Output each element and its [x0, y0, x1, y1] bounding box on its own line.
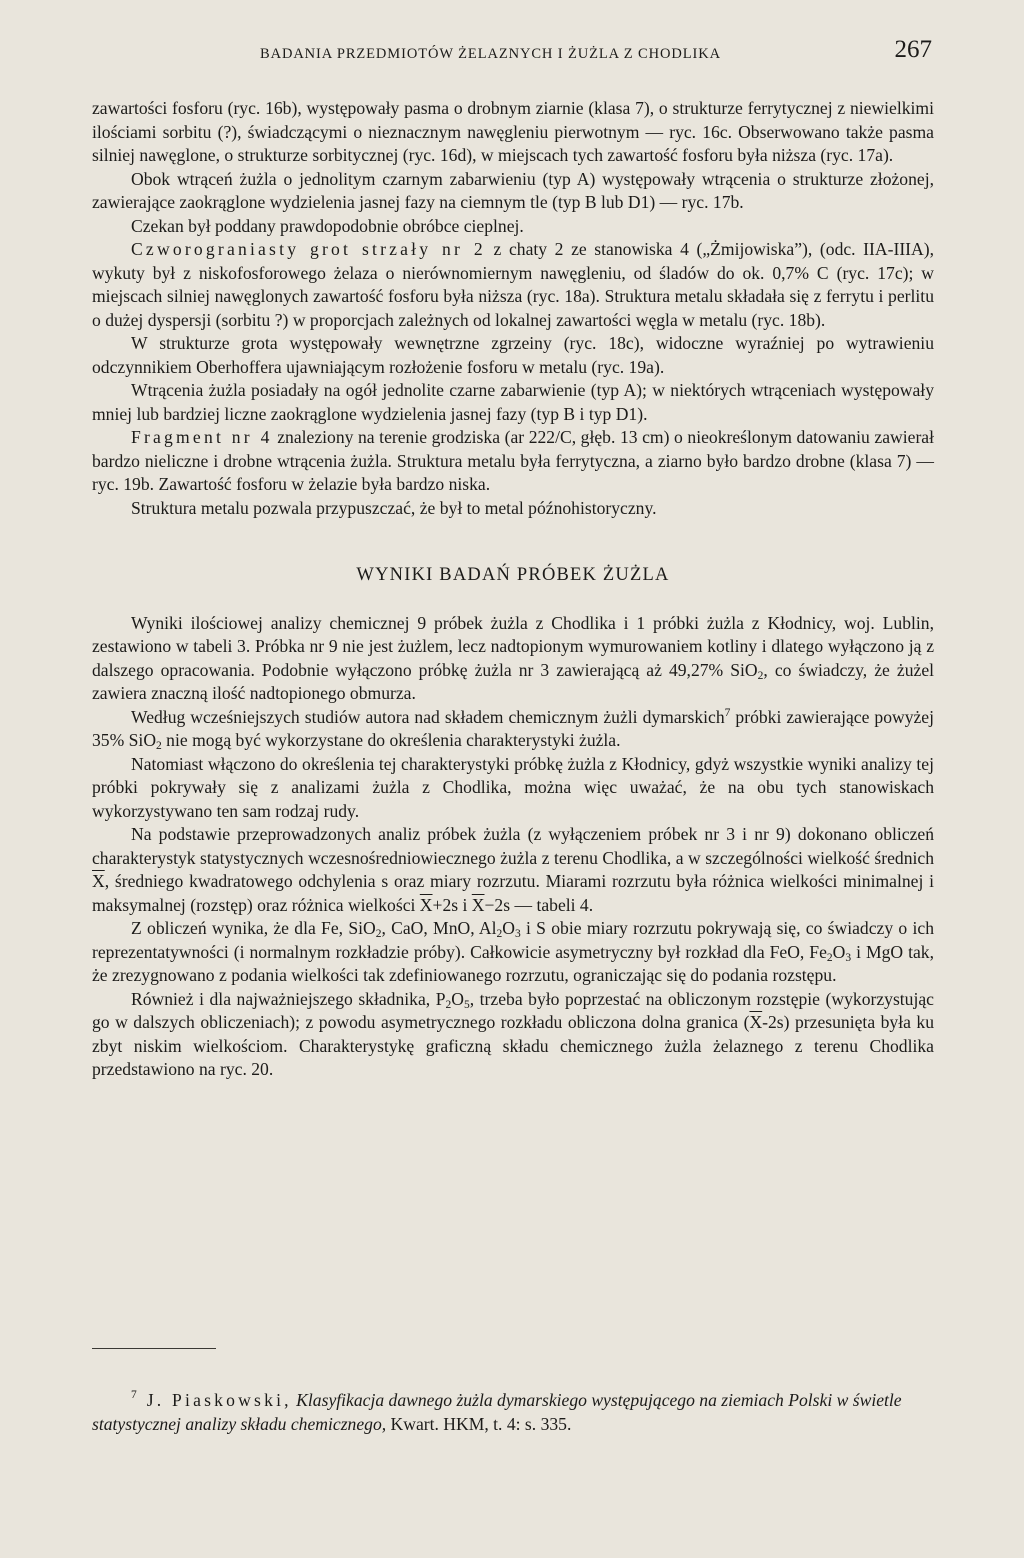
mean-symbol: $\overline{X}$: [92, 871, 105, 891]
subscript: 2: [826, 951, 833, 964]
paragraph-text: znaleziony na terenie grodziska (ar 222/C, głęb. 13 cm) o nieokreślonym datowaniu zawierał bardzo nieliczne i drobne wtrącenia żużla. Struktura metalu była ferrytyczna, a ziarno było bardzo drobne (klasa 7) — ryc. 19b. Zawartość fosforu w żelazie była bardzo niska.: [92, 427, 935, 494]
paragraph: [92, 238, 934, 332]
page-number: 267: [894, 36, 932, 63]
text-run: -2s) przesunięta była ku zbyt niskim wielkościom. Charakterystykę graficzną składu chemicznego żużla żelaznego z terenu Chodlika przedstawiono na ryc. 20.: [92, 1012, 935, 1079]
text-run: próbki zawierające powyżej 35% SiO: [92, 706, 934, 750]
paragraph: W strukturze grota występowały wewnętrzne zgrzeiny (ryc. 18c), widoczne wyraźniej po wytrawieniu odczynnikiem Oberhoffera ujawniającym rozłożenie fosforu w metalu (ryc. 19a).: [92, 333, 934, 377]
footnote-source: Kwart. HKM, t. 4: s. 335.: [386, 1414, 572, 1434]
text-run: , trzeba było poprzestać na obliczonym rozstępie (wykorzystując go w dalszych obliczeniach); z powodu asymetrycznego rozkładu obliczona dolna granica (: [92, 988, 934, 1032]
text-run: , CaO, MnO, Al: [381, 918, 497, 938]
subscript: 2: [757, 669, 764, 682]
running-title: BADANIA PRZEDMIOTÓW ŻELAZNYCH I ŻUŻLA Z CHODLIKA: [260, 46, 721, 62]
paragraph: Natomiast włączono do określenia tej charakterystyki próbkę żużla z Kłodnicy, gdyż wszystkie wyniki analizy tej próbki pokrywały się z analizami żużla z Chodlika, można więc uważać, że na obu tych stanowiskach wykorzystywano ten sam rodzaj rudy.: [92, 753, 934, 821]
subscript: 3: [514, 928, 521, 940]
body-text: [92, 97, 934, 1082]
footnote-title: Klasyfikacja dawnego żużla dymarskiego występującego na ziemiach Polski w świetle statystycznej analizy składu chemicznego,: [92, 1390, 902, 1434]
paragraph: [92, 823, 934, 917]
paragraph: Struktura metalu pozwala przypuszczać, że był to metal późnohistoryczny.: [131, 497, 657, 518]
paragraph: [92, 426, 934, 497]
subscript: 2: [375, 928, 382, 940]
spaced-term: Fragment nr 4: [131, 427, 273, 447]
text-run: , średniego kwadratowego odchylenia s oraz miary rozrzutu. Miarami rozrzutu była różnica wielkości minimalnej i maksymalnej (rozstęp) oraz różnica wielkości: [92, 871, 934, 915]
section-heading: WYNIKI BADAŃ PRÓBEK ŻUŻLA: [356, 565, 670, 585]
footnote: [92, 1388, 934, 1436]
text-run: O: [451, 988, 464, 1009]
subscript: 5: [463, 998, 470, 1011]
paragraph: [92, 706, 934, 753]
text-run: , co świadczy, że żużel zawiera znaczną ilość nadtopionego obmurza.: [92, 659, 935, 703]
mean-symbol: $\overline{X}$: [419, 894, 433, 915]
mean-symbol: $\overline{X}$: [749, 1012, 763, 1032]
text-run: Z obliczeń wynika, że dla Fe, SiO: [131, 918, 376, 938]
page-header: [92, 36, 934, 76]
footnote-mark: 7: [131, 1389, 137, 1401]
paragraph: Obok wtrąceń żużla o jednolitym czarnym zabarwieniu (typ A) występowały wtrącenia o strukturze złożonej, zawierające zaokrąglone wydzielenia jasnej fazy na ciemnym tle (typ B lub D1) — ryc. 17b.: [92, 168, 934, 212]
subscript: 3: [845, 951, 852, 964]
footnote-text: [92, 1388, 934, 1436]
paragraph: [92, 988, 934, 1082]
subscript: 2: [445, 998, 452, 1011]
text-run: Również i dla najważniejszego składnika, P: [131, 988, 446, 1009]
paragraph: Wtrącenia żużla posiadały na ogół jednolite czarne zabarwienie (typ A); w niektórych wtrąceniach występowały mniej lub bardziej liczne zaokrąglone wydzielenia jasnej fazy (typ B i typ D1).: [92, 380, 934, 424]
paragraph: [92, 917, 934, 988]
mean-symbol: $\overline{X}$: [471, 894, 485, 915]
text-run: +2s i: [432, 894, 472, 915]
text-run: Według wcześniejszych studiów autora nad składem chemicznym żużli dymarskich: [131, 706, 725, 727]
text-run: O: [502, 918, 515, 938]
paragraph: zawartości fosforu (ryc. 16b), występowały pasma o drobnym ziarnie (klasa 7), o strukturze ferrytycznej z niewielkimi ilościami sorbitu (?), świadczącymi o nieznacznym nawęgleniu pierwotnym — ryc. 16c. Obserwowano także pasma silniej nawęglone, o strukturze sorbitycznej (ryc. 16d), w miejscach tych zawartość fosforu była niższa (ryc. 17a).: [92, 98, 934, 165]
spaced-term: Czworograniasty grot strzały nr 2: [131, 239, 486, 259]
text-run: Wyniki ilościowej analizy chemicznej 9 próbek żużla z Chodlika i 1 próbki żużla z Kłodnicy, woj. Lublin, zestawiono w tabeli 3. Próbka nr 9 nie jest żużlem, lecz nadtopionym wymurowaniem kotliny i dlatego wyłączono ją z dalszego opracowania. Podobnie wyłączono próbkę żużla nr 3 zawierającą aż 49,27% SiO: [92, 612, 934, 680]
paragraph: Czekan był poddany prawdopodobnie obróbce cieplnej.: [131, 215, 524, 236]
text-run: i S obie miary rozrzutu pokrywają się, co świadczy o ich reprezentatywności (i normalnym rozkładzie próby). Całkowicie asymetryczny był rozkład dla FeO, Fe: [92, 918, 934, 962]
footnote-reference[interactable]: 7: [724, 706, 731, 719]
footnote-author: J. Piaskowski,: [146, 1390, 292, 1410]
subscript: 2: [496, 928, 503, 940]
text-run: nie mogą być wykorzystane do określenia charakterystyki żużla.: [161, 730, 621, 750]
paragraph-text: z chaty 2 ze stanowiska 4 („Żmijowiska”), (odc. IIA-IIIA), wykuty był z niskofosforowego żelaza o nierównomiernym nawęgleniu, od śladów do ok. 0,7% C (ryc. 17c); w miejscach silniej nawęglonych zawartość fosforu była niższa (ryc. 18a). Struktura metalu składała się z ferrytu i perlitu o dużej dyspersji (sorbitu ?) w proporcjach zależnych od lokalnej zawartości węgla w metalu (ryc. 18b).: [92, 239, 934, 330]
footnote-divider: [92, 1348, 216, 1349]
subscript: 2: [156, 740, 162, 752]
paragraph: [92, 612, 934, 706]
text-run: O: [832, 941, 846, 962]
text-run: Na podstawie przeprowadzonych analiz próbek żużla (z wyłączeniem próbek nr 3 i nr 9) dokonano obliczeń charakterystyk statystycznych wczesnośredniowiecznego żużla z terenu Chodlika, a w szczególności wielkość średnich: [92, 824, 934, 868]
text-run: i MgO tak, że zrezygnowano z podania wielkości tak zdefiniowanego rozrzutu, ograniczając się do podania rozstępu.: [92, 941, 934, 985]
text-run: −2s — tabeli 4.: [484, 894, 594, 915]
